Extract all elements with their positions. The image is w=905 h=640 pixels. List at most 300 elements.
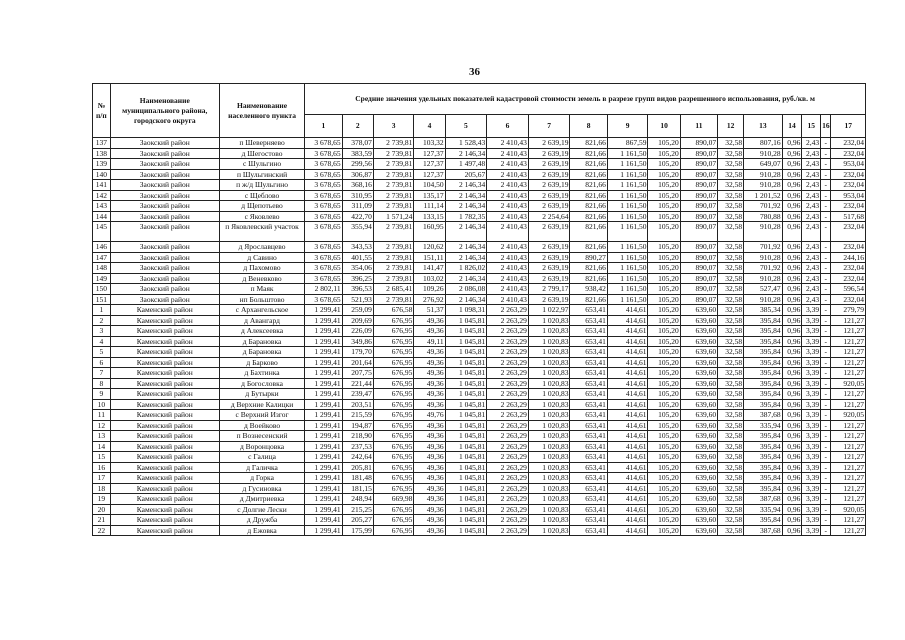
row-number: 2 [93, 315, 111, 326]
region-cell: Заокский район [110, 284, 219, 295]
row-number: 138 [93, 148, 111, 159]
value-cell: 676,95 [373, 389, 414, 400]
value-cell: 3,39 [802, 515, 821, 526]
value-cell: 3,39 [802, 326, 821, 337]
value-cell: 2 739,81 [373, 159, 414, 170]
value-cell: 2 146,34 [445, 252, 487, 263]
value-cell: 221,44 [342, 378, 373, 389]
value-cell: 1 045,81 [445, 336, 487, 347]
value-cell: 890,07 [680, 284, 717, 295]
value-cell: 32,58 [718, 242, 744, 253]
value-cell: 239,47 [342, 389, 373, 400]
value-cell: 105,20 [648, 525, 680, 536]
value-cell: 32,58 [718, 148, 744, 159]
value-cell: 121,27 [831, 431, 866, 442]
value-cell: 1 045,81 [445, 399, 487, 410]
value-cell: 653,41 [570, 336, 607, 347]
value-cell: 3 678,65 [305, 211, 342, 222]
value-cell: - [821, 441, 831, 452]
value-cell: 780,88 [744, 211, 782, 222]
value-cell: 2 146,34 [445, 273, 487, 284]
value-cell: 0,96 [782, 462, 802, 473]
value-cell: 194,87 [342, 420, 373, 431]
value-cell: 395,84 [744, 389, 782, 400]
value-cell: 49,36 [414, 504, 445, 515]
value-cell: 2 639,19 [528, 294, 570, 305]
column-header: 6 [487, 115, 529, 138]
value-cell: 0,96 [782, 242, 802, 253]
value-cell: 2 263,29 [487, 452, 529, 463]
value-cell: 32,58 [718, 389, 744, 400]
value-cell: 2,43 [802, 252, 821, 263]
value-cell: 639,60 [680, 452, 717, 463]
value-cell: 1 045,81 [445, 462, 487, 473]
value-cell: 1 045,81 [445, 431, 487, 442]
value-cell: 0,96 [782, 138, 802, 149]
value-cell: 2 146,34 [445, 180, 487, 191]
value-cell: 3,39 [802, 494, 821, 505]
value-cell: 32,58 [718, 515, 744, 526]
value-cell: 1 020,83 [528, 504, 570, 515]
value-cell: 0,96 [782, 252, 802, 263]
place-cell: д Барановка [219, 347, 304, 358]
region-cell: Каменский район [110, 336, 219, 347]
value-cell: 105,20 [648, 252, 680, 263]
value-cell: 1 020,83 [528, 326, 570, 337]
region-cell: Каменский район [110, 347, 219, 358]
row-number: 147 [93, 252, 111, 263]
place-cell: д Гусиновка [219, 483, 304, 494]
value-cell: 205,81 [342, 462, 373, 473]
value-cell: 2 263,29 [487, 305, 529, 316]
value-cell: 306,87 [342, 169, 373, 180]
value-cell: - [821, 222, 831, 242]
value-cell: 105,20 [648, 494, 680, 505]
value-cell: 3,39 [802, 315, 821, 326]
value-cell: 0,96 [782, 294, 802, 305]
value-cell: 49,36 [414, 441, 445, 452]
row-number: 7 [93, 368, 111, 379]
value-cell: 639,60 [680, 515, 717, 526]
value-cell: 2 263,29 [487, 420, 529, 431]
value-cell: 3 678,65 [305, 263, 342, 274]
place-cell: п Шеверняево [219, 138, 304, 149]
value-cell: 276,92 [414, 294, 445, 305]
value-cell: 2 263,29 [487, 347, 529, 358]
region-cell: Каменский район [110, 420, 219, 431]
region-cell: Каменский район [110, 357, 219, 368]
value-cell: 368,16 [342, 180, 373, 191]
place-cell: д Пахомово [219, 263, 304, 274]
value-cell: 1 571,24 [373, 211, 414, 222]
value-cell: 232,04 [831, 169, 866, 180]
value-cell: 639,60 [680, 494, 717, 505]
value-cell: 0,96 [782, 483, 802, 494]
value-cell: 105,20 [648, 399, 680, 410]
value-cell: 105,20 [648, 242, 680, 253]
value-cell: 2 410,43 [487, 211, 529, 222]
column-header: 13 [744, 115, 782, 138]
table-row [93, 294, 866, 305]
row-number: 137 [93, 138, 111, 149]
table-row [93, 357, 866, 368]
value-cell: 205,67 [445, 169, 487, 180]
value-cell: 32,58 [718, 222, 744, 242]
value-cell: 32,58 [718, 305, 744, 316]
value-cell: 299,56 [342, 159, 373, 170]
value-cell: 2 739,81 [373, 222, 414, 242]
table-row [93, 159, 866, 170]
value-cell: 2 739,81 [373, 190, 414, 201]
value-cell: 3,39 [802, 368, 821, 379]
value-cell: 32,58 [718, 326, 744, 337]
value-cell: 105,20 [648, 515, 680, 526]
value-cell: 32,58 [718, 410, 744, 421]
value-cell: 387,68 [744, 410, 782, 421]
value-cell: 2 739,81 [373, 252, 414, 263]
value-cell: 0,96 [782, 389, 802, 400]
value-cell: 310,95 [342, 190, 373, 201]
value-cell: 105,20 [648, 315, 680, 326]
value-cell: 105,20 [648, 326, 680, 337]
value-cell: 1 020,83 [528, 452, 570, 463]
value-cell: 2 410,43 [487, 242, 529, 253]
value-cell: 105,20 [648, 305, 680, 316]
value-cell: 1 020,83 [528, 389, 570, 400]
value-cell: 3,39 [802, 378, 821, 389]
region-cell: Каменский район [110, 462, 219, 473]
value-cell: 1 161,50 [607, 159, 648, 170]
value-cell: 701,92 [744, 263, 782, 274]
value-cell: 2,43 [802, 138, 821, 149]
column-header: 7 [528, 115, 570, 138]
region-cell: Заокский район [110, 263, 219, 274]
value-cell: 2,43 [802, 201, 821, 212]
table-row [93, 441, 866, 452]
table-row [93, 494, 866, 505]
value-cell: 2 410,43 [487, 169, 529, 180]
value-cell: 890,07 [680, 263, 717, 274]
region-cell: Заокский район [110, 169, 219, 180]
value-cell: - [821, 305, 831, 316]
value-cell: 2 263,29 [487, 483, 529, 494]
value-cell: 821,66 [570, 201, 607, 212]
value-cell: 32,58 [718, 441, 744, 452]
value-cell: 49,36 [414, 399, 445, 410]
value-cell: 1 020,83 [528, 368, 570, 379]
value-cell: 1 782,35 [445, 211, 487, 222]
value-cell: 2 639,19 [528, 242, 570, 253]
value-cell: 676,95 [373, 399, 414, 410]
value-cell: 0,96 [782, 368, 802, 379]
value-cell: 1 299,41 [305, 368, 342, 379]
scan-mark [0, 570, 60, 578]
value-cell: 1 497,48 [445, 159, 487, 170]
region-cell: Заокский район [110, 252, 219, 263]
value-cell: 151,11 [414, 252, 445, 263]
value-cell: 205,27 [342, 515, 373, 526]
value-cell: 0,96 [782, 336, 802, 347]
row-number: 10 [93, 399, 111, 410]
value-cell: 1 045,81 [445, 515, 487, 526]
column-header: 8 [570, 115, 607, 138]
value-cell: 890,07 [680, 252, 717, 263]
value-cell: 414,61 [607, 462, 648, 473]
value-cell: 32,58 [718, 263, 744, 274]
value-cell: 2 639,19 [528, 273, 570, 284]
value-cell: 32,58 [718, 452, 744, 463]
value-cell: 676,95 [373, 525, 414, 536]
value-cell: 2 263,29 [487, 431, 529, 442]
value-cell: 248,94 [342, 494, 373, 505]
value-cell: 0,96 [782, 263, 802, 274]
place-cell: с Верхний Изгог [219, 410, 304, 421]
value-cell: 396,53 [342, 284, 373, 295]
table-row [93, 525, 866, 536]
value-cell: 0,96 [782, 326, 802, 337]
value-cell: 920,05 [831, 504, 866, 515]
value-cell: 2,43 [802, 148, 821, 159]
value-cell: 2 410,43 [487, 263, 529, 274]
value-cell: 676,95 [373, 473, 414, 484]
table-row [93, 473, 866, 484]
value-cell: 0,96 [782, 504, 802, 515]
region-cell: Заокский район [110, 138, 219, 149]
value-cell: 676,95 [373, 504, 414, 515]
value-cell: 3,39 [802, 462, 821, 473]
value-cell: 3 678,65 [305, 294, 342, 305]
value-cell: 2 146,34 [445, 242, 487, 253]
value-cell: 3 678,65 [305, 242, 342, 253]
value-cell: 3 678,65 [305, 159, 342, 170]
value-cell: 175,99 [342, 525, 373, 536]
value-cell: 676,95 [373, 420, 414, 431]
value-cell: 232,04 [831, 148, 866, 159]
value-cell: 127,37 [414, 148, 445, 159]
value-cell: 49,36 [414, 378, 445, 389]
table-row [93, 452, 866, 463]
row-number: 140 [93, 169, 111, 180]
table-row [93, 504, 866, 515]
value-cell: 414,61 [607, 515, 648, 526]
value-cell: 2 739,81 [373, 138, 414, 149]
value-cell: 181,15 [342, 483, 373, 494]
value-cell: 3 678,65 [305, 169, 342, 180]
table-row [93, 515, 866, 526]
region-cell: Каменский район [110, 473, 219, 484]
value-cell: 890,07 [680, 148, 717, 159]
row-number: 21 [93, 515, 111, 526]
value-cell: 653,41 [570, 462, 607, 473]
value-cell: 639,60 [680, 305, 717, 316]
value-cell: 953,04 [831, 159, 866, 170]
value-cell: 1 020,83 [528, 515, 570, 526]
value-cell: 395,84 [744, 441, 782, 452]
value-cell: 2 086,08 [445, 284, 487, 295]
value-cell: 232,04 [831, 273, 866, 284]
value-cell: 639,60 [680, 441, 717, 452]
value-cell: 639,60 [680, 399, 717, 410]
value-cell: 32,58 [718, 462, 744, 473]
header-place: Наименование населенного пункта [219, 84, 304, 138]
value-cell: 527,47 [744, 284, 782, 295]
value-cell: 0,96 [782, 180, 802, 191]
value-cell: 2 639,19 [528, 169, 570, 180]
region-cell: Заокский район [110, 273, 219, 284]
value-cell: 821,66 [570, 169, 607, 180]
value-cell: 181,48 [342, 473, 373, 484]
value-cell: 910,28 [744, 222, 782, 242]
value-cell: 0,96 [782, 211, 802, 222]
value-cell: 105,20 [648, 431, 680, 442]
value-cell: 0,96 [782, 473, 802, 484]
value-cell: 1 045,81 [445, 441, 487, 452]
value-cell: 2 410,43 [487, 148, 529, 159]
value-cell: 0,96 [782, 284, 802, 295]
region-cell: Каменский район [110, 410, 219, 421]
value-cell: 3,39 [802, 399, 821, 410]
value-cell: 910,28 [744, 169, 782, 180]
value-cell: 1 299,41 [305, 525, 342, 536]
value-cell: 821,66 [570, 222, 607, 242]
value-cell: 821,66 [570, 138, 607, 149]
value-cell: 49,36 [414, 483, 445, 494]
value-cell: 653,41 [570, 368, 607, 379]
value-cell: 232,04 [831, 138, 866, 149]
value-cell: 1 045,81 [445, 525, 487, 536]
value-cell: 49,36 [414, 315, 445, 326]
place-cell: нп Больштово [219, 294, 304, 305]
value-cell: 32,58 [718, 284, 744, 295]
value-cell: 1 161,50 [607, 294, 648, 305]
row-number: 3 [93, 326, 111, 337]
place-cell: д Веневково [219, 273, 304, 284]
value-cell: 201,64 [342, 357, 373, 368]
value-cell: 422,70 [342, 211, 373, 222]
value-cell: 1 299,41 [305, 410, 342, 421]
value-cell: 1 299,41 [305, 378, 342, 389]
value-cell: 1 020,83 [528, 357, 570, 368]
value-cell: 32,58 [718, 504, 744, 515]
value-cell: 135,17 [414, 190, 445, 201]
region-cell: Каменский район [110, 399, 219, 410]
value-cell: 890,07 [680, 242, 717, 253]
value-cell: 1 020,83 [528, 336, 570, 347]
place-cell: д Ярославцево [219, 242, 304, 253]
value-cell: 3 678,65 [305, 222, 342, 242]
value-cell: 105,20 [648, 389, 680, 400]
value-cell: 32,58 [718, 294, 744, 305]
table-row [93, 180, 866, 191]
value-cell: 414,61 [607, 420, 648, 431]
value-cell: 3,39 [802, 504, 821, 515]
value-cell: 49,36 [414, 515, 445, 526]
value-cell: - [821, 473, 831, 484]
row-number: 16 [93, 462, 111, 473]
value-cell: 105,20 [648, 211, 680, 222]
value-cell: 0,96 [782, 159, 802, 170]
value-cell: 653,41 [570, 326, 607, 337]
value-cell: 395,84 [744, 452, 782, 463]
value-cell: 821,66 [570, 211, 607, 222]
value-cell: 653,41 [570, 347, 607, 358]
value-cell: 2 739,81 [373, 148, 414, 159]
value-cell: 0,96 [782, 441, 802, 452]
row-number: 144 [93, 211, 111, 222]
value-cell: - [821, 315, 831, 326]
value-cell: 890,07 [680, 159, 717, 170]
value-cell: 414,61 [607, 378, 648, 389]
value-cell: 2 263,29 [487, 441, 529, 452]
value-cell: 0,96 [782, 357, 802, 368]
value-cell: 676,95 [373, 431, 414, 442]
value-cell: 121,27 [831, 347, 866, 358]
value-cell: 1 299,41 [305, 452, 342, 463]
value-cell: 2,43 [802, 222, 821, 242]
value-cell: 0,96 [782, 420, 802, 431]
value-cell: 3 678,65 [305, 273, 342, 284]
place-cell: с Архангельское [219, 305, 304, 316]
value-cell: 0,96 [782, 525, 802, 536]
value-cell: 676,95 [373, 515, 414, 526]
place-cell: д Воейково [219, 420, 304, 431]
value-cell: - [821, 284, 831, 295]
value-cell: 2 639,19 [528, 222, 570, 242]
value-cell: 1 299,41 [305, 431, 342, 442]
value-cell: 232,04 [831, 294, 866, 305]
place-cell: д Шегостово [219, 148, 304, 159]
value-cell: 120,62 [414, 242, 445, 253]
value-cell: 3 678,65 [305, 190, 342, 201]
value-cell: 821,66 [570, 242, 607, 253]
column-header: 17 [831, 115, 866, 138]
value-cell: 32,58 [718, 347, 744, 358]
value-cell: 121,27 [831, 515, 866, 526]
column-header: 16 [821, 115, 831, 138]
place-cell: д Горка [219, 473, 304, 484]
value-cell: 395,84 [744, 483, 782, 494]
value-cell: 105,20 [648, 180, 680, 191]
value-cell: 1 045,81 [445, 494, 487, 505]
region-cell: Каменский район [110, 504, 219, 515]
value-cell: 653,41 [570, 315, 607, 326]
value-cell: 395,84 [744, 336, 782, 347]
value-cell: 32,58 [718, 180, 744, 191]
value-cell: 203,51 [342, 399, 373, 410]
value-cell: 2 263,29 [487, 515, 529, 526]
table-row [93, 347, 866, 358]
region-cell: Каменский район [110, 515, 219, 526]
value-cell: 1 299,41 [305, 357, 342, 368]
value-cell: 0,96 [782, 378, 802, 389]
value-cell: 105,20 [648, 473, 680, 484]
value-cell: - [821, 252, 831, 263]
value-cell: 179,70 [342, 347, 373, 358]
value-cell: 1 020,83 [528, 431, 570, 442]
value-cell: 2 639,19 [528, 263, 570, 274]
value-cell: 821,66 [570, 159, 607, 170]
value-cell: 105,20 [648, 347, 680, 358]
value-cell: 649,07 [744, 159, 782, 170]
value-cell: 395,84 [744, 326, 782, 337]
value-cell: - [821, 294, 831, 305]
header-group: Средние значения удельных показателей кадастровой стоимости земель в разрезе групп видов разрешенного использования, руб./кв. м [305, 84, 866, 115]
value-cell: 676,95 [373, 326, 414, 337]
value-cell: 215,25 [342, 504, 373, 515]
value-cell: 121,27 [831, 462, 866, 473]
region-cell: Каменский район [110, 483, 219, 494]
value-cell: 2 263,29 [487, 473, 529, 484]
